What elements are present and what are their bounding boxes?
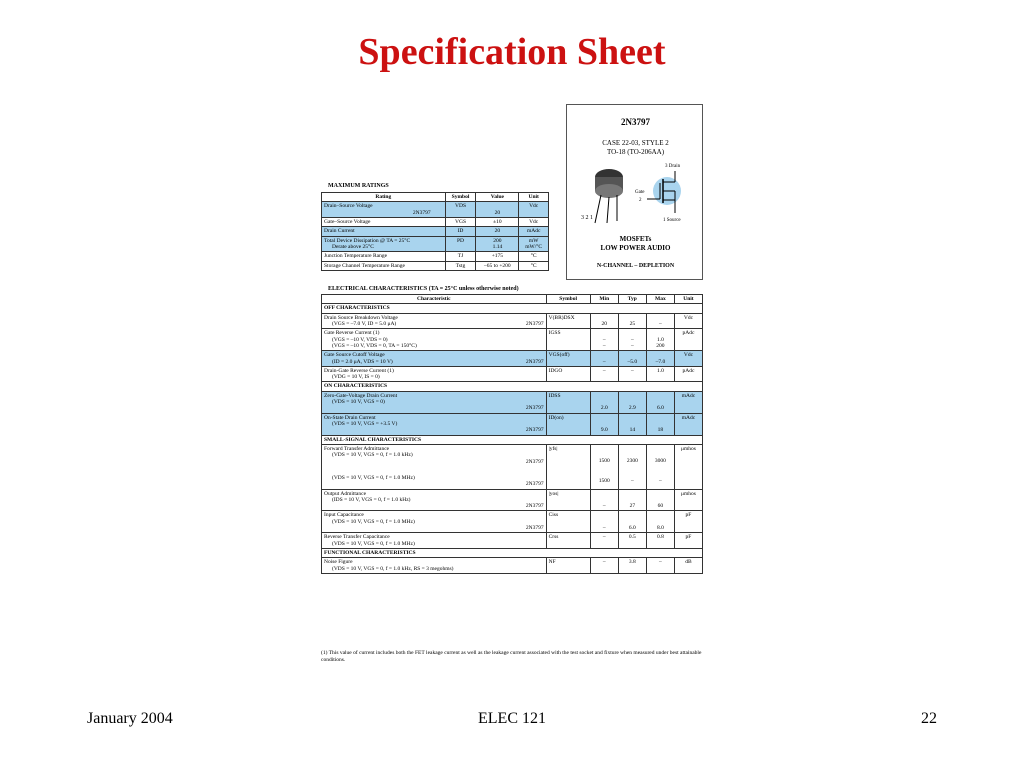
char-typ-2: – bbox=[630, 478, 634, 485]
rating-label: Junction Temperature Range bbox=[322, 252, 446, 261]
char-condition-2: (VDS = 10 V, VGS = 0, f = 1.0 MHz) bbox=[332, 474, 415, 481]
char-name: Input Capacitance bbox=[324, 512, 364, 519]
part-ref: 2N3797 bbox=[525, 405, 544, 412]
char-max: 1.0 bbox=[646, 366, 674, 382]
max-ratings-title: MAXIMUM RATINGS bbox=[328, 183, 389, 189]
char-condition: (VDS = 10 V, VGS = +3.5 V) bbox=[332, 421, 398, 427]
rating-symbol: PD bbox=[445, 236, 476, 252]
rating-value: 200 1.14 bbox=[476, 236, 519, 252]
rating-unit: mAdc bbox=[519, 227, 549, 236]
char-condition: (VDG = 10 V, IS = 0) bbox=[332, 374, 380, 381]
case-line-1: CASE 22-03, STYLE 2 bbox=[602, 139, 669, 147]
section-header-row bbox=[322, 549, 703, 558]
col-header: Min bbox=[590, 295, 618, 304]
pin-source-label: 1 Source bbox=[663, 218, 681, 223]
char-symbol: Ciss bbox=[546, 511, 590, 533]
char-condition-2: (VGS = –10 V, VDS = 0, TA = 150°C) bbox=[332, 342, 417, 349]
char-typ: 14 bbox=[618, 413, 646, 435]
table-row bbox=[322, 261, 549, 270]
footer-course: ELEC 121 bbox=[478, 710, 546, 727]
char-max: 18 bbox=[646, 413, 674, 435]
device-type bbox=[567, 235, 704, 253]
char-name: Gate Reverse Current (1) bbox=[324, 330, 380, 337]
table-header-row bbox=[322, 295, 703, 304]
char-condition: (ID = 2.0 μA, VDS = 10 V) bbox=[332, 358, 393, 365]
part-number: 2N3797 bbox=[621, 117, 650, 127]
char-min: 9.0 bbox=[590, 413, 618, 435]
rating-label: Gate–Source Voltage bbox=[322, 217, 446, 226]
rating-value: ±10 bbox=[476, 217, 519, 226]
char-min: – – bbox=[590, 329, 618, 351]
pin-gate-label: Gate bbox=[635, 190, 645, 195]
char-max: 8.0 bbox=[646, 511, 674, 533]
char-condition: (VGS = –10 V, VDS = 0) bbox=[332, 336, 388, 343]
rating-label: Storage Channel Temperature Range bbox=[322, 261, 446, 270]
char-max: 60 bbox=[646, 489, 674, 511]
rating-symbol: VDS bbox=[445, 202, 476, 218]
char-condition: (IDS = 10 V, VGS = 0, f = 1.0 kHz) bbox=[332, 496, 411, 503]
slide-title: Specification Sheet bbox=[358, 31, 666, 73]
char-symbol: Crss bbox=[546, 533, 590, 549]
electrical-title: ELECTRICAL CHARACTERISTICS (TA = 25°C unless otherwise noted) bbox=[328, 286, 519, 292]
char-max: 1.0 200 bbox=[646, 329, 674, 351]
lead-numbers: 3 2 1 bbox=[581, 215, 593, 221]
part-ref: 2N3797 bbox=[525, 358, 544, 365]
char-typ: 6.0 bbox=[618, 511, 646, 533]
char-min: 20 bbox=[590, 313, 618, 329]
rating-symbol: TJ bbox=[445, 252, 476, 261]
char-min: – bbox=[590, 533, 618, 549]
rating-label: Drain–Source Voltage bbox=[324, 203, 373, 210]
rating-unit: Vdc bbox=[519, 202, 549, 218]
char-name: Drain Source Breakdown Voltage bbox=[324, 314, 398, 321]
footer-date: January 2004 bbox=[87, 710, 173, 727]
section-header-row bbox=[322, 304, 703, 313]
char-name: Gate Source Cutoff Voltage bbox=[324, 352, 385, 359]
char-typ: 0.5 bbox=[618, 533, 646, 549]
char-condition: (VDS = 10 V, VGS = 0, f = 1.0 MHz) bbox=[332, 518, 415, 525]
char-unit: μmhos bbox=[674, 444, 702, 489]
char-typ: 2300 bbox=[626, 457, 638, 464]
char-symbol: IDSS bbox=[546, 391, 590, 413]
col-header: Symbol bbox=[546, 295, 590, 304]
char-symbol: IDGO bbox=[546, 366, 590, 382]
part-ref: 2N3797 bbox=[525, 427, 544, 434]
char-symbol: |yfs| bbox=[546, 444, 590, 489]
char-min: 1500 bbox=[598, 457, 610, 464]
part-ref: 2N3797 bbox=[525, 525, 544, 532]
rating-value: +175 bbox=[476, 252, 519, 261]
char-max: 0.8 bbox=[646, 533, 674, 549]
col-header: Characteristic bbox=[322, 295, 547, 304]
char-condition: (VDS = 10 V, VGS = 0, f = 1.0 kHz) bbox=[332, 452, 413, 459]
table-row bbox=[322, 252, 549, 261]
char-name: Forward Transfer Admittance bbox=[324, 445, 390, 452]
col-header: Value bbox=[476, 193, 519, 202]
char-unit: mAdc bbox=[674, 413, 702, 435]
char-typ: –5.0 bbox=[618, 351, 646, 367]
char-symbol: |yos| bbox=[546, 489, 590, 511]
char-symbol: IGSS bbox=[546, 329, 590, 351]
char-unit: μmhos bbox=[674, 489, 702, 511]
char-condition: (VDS = 10 V, VGS = 0, f = 1.0 kHz, RS = 3 megohms) bbox=[332, 565, 454, 572]
section-title: ON CHARACTERISTICS bbox=[322, 382, 703, 391]
mos-line-2: LOW POWER AUDIO bbox=[600, 244, 671, 252]
char-max: –7.0 bbox=[646, 351, 674, 367]
table-row bbox=[322, 217, 549, 226]
channel-type: N-CHANNEL – DEPLETION bbox=[596, 263, 675, 269]
part-ref: 2N3797 bbox=[525, 458, 544, 465]
case-info bbox=[567, 139, 704, 157]
rating-symbol: VGS bbox=[445, 217, 476, 226]
char-symbol: VGS(off) bbox=[546, 351, 590, 367]
col-header: Typ bbox=[618, 295, 646, 304]
table-row bbox=[322, 489, 703, 511]
char-typ: – – bbox=[618, 329, 646, 351]
table-row bbox=[322, 533, 703, 549]
char-typ: 25 bbox=[618, 313, 646, 329]
col-header: Unit bbox=[674, 295, 702, 304]
char-unit: dB bbox=[674, 558, 702, 574]
rating-symbol: Tstg bbox=[445, 261, 476, 270]
char-typ: 3.8 bbox=[618, 558, 646, 574]
rating-value: 20 bbox=[476, 227, 519, 236]
char-unit: Vdc bbox=[674, 313, 702, 329]
char-name: Drain-Gate Reverse Current (1) bbox=[324, 367, 394, 374]
col-header: Rating bbox=[322, 193, 446, 202]
rating-unit: mW mW/°C bbox=[519, 236, 549, 252]
char-max-2: – bbox=[659, 478, 662, 485]
section-header-row bbox=[322, 382, 703, 391]
table-row bbox=[322, 413, 703, 435]
table-row bbox=[322, 444, 703, 489]
col-header: Unit bbox=[519, 193, 549, 202]
char-min: – bbox=[590, 558, 618, 574]
char-max: 3000 bbox=[654, 457, 666, 464]
char-min: – bbox=[590, 489, 618, 511]
char-min-2: 1500 bbox=[598, 478, 610, 485]
char-min: – bbox=[590, 351, 618, 367]
table-row bbox=[322, 313, 703, 329]
rating-unit: Vdc bbox=[519, 217, 549, 226]
char-symbol: NF bbox=[546, 558, 590, 574]
rating-unit: °C bbox=[519, 252, 549, 261]
rating-value: 20 bbox=[476, 202, 519, 218]
table-row bbox=[322, 391, 703, 413]
char-symbol: V(BR)DSX bbox=[546, 313, 590, 329]
char-name: Zero-Gate-Voltage Drain Current bbox=[324, 392, 398, 399]
footer-page-number: 22 bbox=[921, 710, 937, 727]
rating-unit: °C bbox=[519, 261, 549, 270]
char-symbol: ID(on) bbox=[546, 413, 590, 435]
char-typ: – bbox=[618, 366, 646, 382]
char-unit: pAdc bbox=[674, 329, 702, 351]
char-max: – bbox=[646, 313, 674, 329]
char-unit: mAdc bbox=[674, 391, 702, 413]
char-max: – bbox=[646, 558, 674, 574]
char-max: 6.0 bbox=[646, 391, 674, 413]
col-header: Max bbox=[646, 295, 674, 304]
char-typ: 2.9 bbox=[618, 391, 646, 413]
char-name: Reverse Transfer Capacitance bbox=[324, 534, 390, 541]
part-ref: 2N3797 bbox=[525, 320, 544, 327]
package-drawing bbox=[577, 161, 695, 231]
section-header-row bbox=[322, 435, 703, 444]
table-row bbox=[322, 511, 703, 533]
rating-sub: Derate above 25°C bbox=[332, 243, 374, 250]
char-unit: pF bbox=[674, 533, 702, 549]
section-title: FUNCTIONAL CHARACTERISTICS bbox=[322, 549, 703, 558]
part-ref: 2N3797 bbox=[525, 503, 544, 510]
char-unit: Vdc bbox=[674, 351, 702, 367]
rating-label: Total Device Dissipation @ TA = 25°C bbox=[324, 237, 411, 244]
table-header-row bbox=[322, 193, 549, 202]
table-row bbox=[322, 329, 703, 351]
char-min: 2.0 bbox=[590, 391, 618, 413]
package-box bbox=[566, 104, 703, 280]
table-row bbox=[322, 227, 549, 236]
section-title: OFF CHARACTERISTICS bbox=[322, 304, 703, 313]
max-ratings-table bbox=[321, 192, 549, 271]
rating-symbol: ID bbox=[445, 227, 476, 236]
rating-value: –65 to +200 bbox=[476, 261, 519, 270]
table-row bbox=[322, 351, 703, 367]
char-typ: 27 bbox=[618, 489, 646, 511]
col-header: Symbol bbox=[445, 193, 476, 202]
footnote: (1) This value of current includes both the FET leakage current as well as the leakage current associated with the test socket and fixture when measured under best attainable conditions. bbox=[321, 650, 702, 663]
char-min: – bbox=[590, 366, 618, 382]
char-unit: pAdc bbox=[674, 366, 702, 382]
char-name: On-State Drain Current bbox=[324, 414, 376, 421]
table-row bbox=[322, 366, 703, 382]
char-condition: (VDS = 10 V, VGS = 0, f = 1.0 MHz) bbox=[332, 540, 415, 547]
electrical-table bbox=[321, 294, 703, 574]
char-condition: (VDS = 10 V, VGS = 0) bbox=[332, 399, 385, 406]
char-name: Output Admittance bbox=[324, 490, 367, 497]
section-title: SMALL-SIGNAL CHARACTERISTICS bbox=[322, 435, 703, 444]
pin-drain-label: 3 Drain bbox=[665, 164, 681, 169]
table-row bbox=[322, 558, 703, 574]
table-row bbox=[322, 202, 549, 218]
rating-sub: 2N3797 bbox=[412, 209, 431, 216]
table-row bbox=[322, 236, 549, 252]
rating-label: Drain Current bbox=[322, 227, 446, 236]
mos-line-1: MOSFETs bbox=[619, 235, 652, 243]
case-line-2: TO-18 (TO-206AA) bbox=[606, 148, 665, 156]
char-unit: pF bbox=[674, 511, 702, 533]
char-name: Noise Figure bbox=[324, 559, 353, 566]
part-ref: 2N3797 bbox=[525, 481, 544, 488]
char-condition: (VGS = –7.0 V, ID = 5.0 μA) bbox=[332, 320, 397, 327]
char-min: – bbox=[590, 511, 618, 533]
pin-gate-number: 2 bbox=[639, 198, 642, 203]
